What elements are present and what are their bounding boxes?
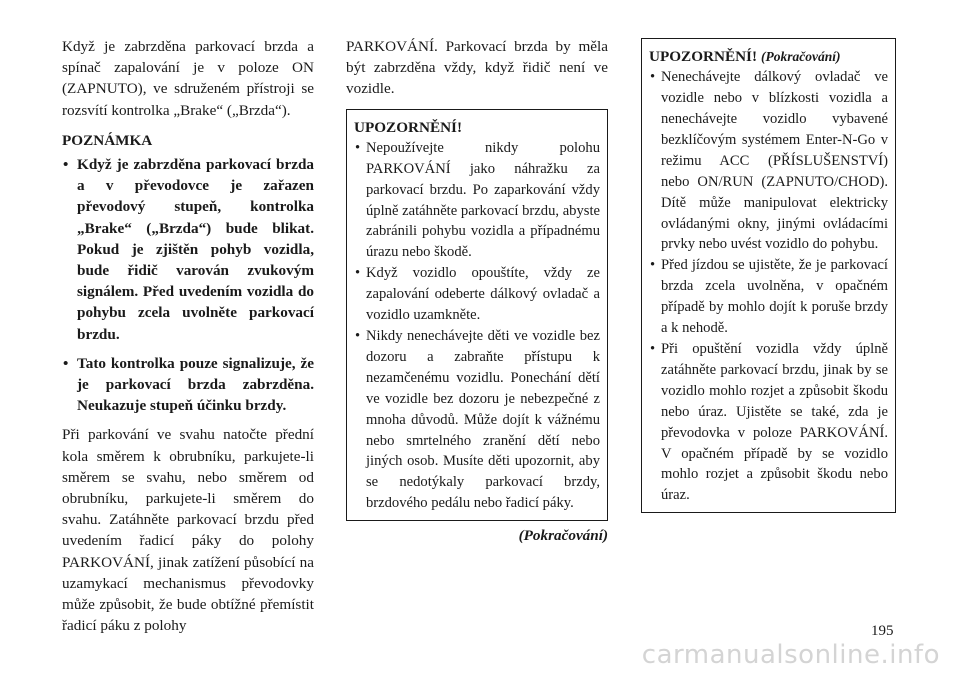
- note-heading: POZNÁMKA: [62, 131, 153, 149]
- column-middle: [346, 36, 608, 546]
- warning-item: • Při opuštění vozidla vždy úplně zatáhněte parkovací brzdu, jinak by se vozidlo mohlo rozjet a způsobit škodu nebo úraz. Ujistěte se také, zda je převodovka v poloze PARKOVÁNÍ. V opačném případě by se vozidlo mohlo rozjet a způsobit škodu nebo úraz.: [649, 339, 888, 506]
- note-item: • Tato kontrolka pouze signalizuje, že je parkovací brzda zabrzděna. Neukazuje stupeň účinku brzdy.: [62, 353, 314, 417]
- column-right: [641, 38, 896, 513]
- warning-continued-label: (Pokračování): [761, 49, 841, 64]
- warning-heading: UPOZORNĚNÍ!: [354, 118, 463, 136]
- warning-heading-continued: [649, 46, 888, 67]
- warning-list-continued: [649, 67, 888, 506]
- intro-paragraph: Když je zabrzděna parkovací brzda a spínač zapalování je v poloze ON (ZAPNUTO), ve sdruženém přístroji se rozsvítí kontrolka „Brake“ („Brzda“).: [62, 38, 314, 119]
- warning-item: • Když vozidlo opouštíte, vždy ze zapalování odeberte dálkový ovladač a vozidlo uzamkněte.: [354, 263, 600, 326]
- warning-item: • Před jízdou se ujistěte, že je parkovací brzda zcela uvolněna, v opačném případě by mohlo dojít k poruše brzdy a k nehodě.: [649, 255, 888, 339]
- warning-list: [354, 138, 600, 514]
- column-left: [62, 36, 314, 645]
- warning-box: [346, 109, 608, 522]
- parking-paragraph: PARKOVÁNÍ. Parkovací brzda by měla být zabrzděna vždy, když řidič není ve vozidle.: [346, 38, 608, 98]
- warning-item: • Nikdy nenechávejte děti ve vozidle bez dozoru a zabraňte přístupu k nezamčenému vozidlu. Ponechání dětí ve vozidle bez dozoru je nebezpečné z mnoha důvodů. Může dojít k vážnému nebo smrtelného zranění dětí nebo jiných osob. Musíte děti upozornit, aby se nedotýkaly parkovací brzdy, brzdového pedálu nebo řadicí páky.: [354, 326, 600, 514]
- note-list: [62, 154, 314, 416]
- warning-item: • Nepoužívejte nikdy polohu PARKOVÁNÍ jako náhražku za parkovací brzdu. Po zaparkování vždy úplně zatáhněte parkovací brzdu, abyste zabránili pohybu vozidla a případnému úrazu nebo škodě.: [354, 138, 600, 263]
- continued-label: (Pokračování): [518, 527, 608, 545]
- warning-box-continued: [641, 38, 896, 513]
- parking-slope-paragraph: Při parkování ve svahu natočte přední kola směrem k obrubníku, parkujete-li směrem se svahu, nebo směrem od obrubníku, parkujete-li směrem do svahu. Zatáhněte parkovací brzdu před uvedením řadicí páky do polohy PARKOVÁNÍ, jinak zatížení působící na uzamykací mechanismus převodovky může způsobit, že bude obtížné přemístit řadicí páku z polohy: [62, 426, 314, 635]
- watermark-text: carmanualsonline.info: [641, 640, 940, 670]
- note-item: • Když je zabrzděna parkovací brzda a v převodovce je zařazen převodový stupeň, kontrolka „Brake“ („Brzda“) bude blikat. Pokud je zjištěn pohyb vozidla, bude řidič varován zvukovým signálem. Před uvedením vozidla do pohybu zcela uvolněte parkovací brzdu.: [62, 154, 314, 345]
- page-number: 195: [871, 623, 894, 639]
- warning-item: • Nenechávejte dálkový ovladač ve vozidle nebo v blízkosti vozidla a nenechávejte vozidlo vybavené bezklíčovým systémem Enter-N-Go v režimu ACC (PŘÍSLUŠENSTVÍ) nebo ON/RUN (ZAPNUTO/CHOD). Dítě může manipulovat elektricky ovládanými okny, jinými ovládacími prvky nebo uvést vozidlo do pohybu.: [649, 67, 888, 255]
- warning-heading-text: UPOZORNĚNÍ!: [649, 48, 758, 65]
